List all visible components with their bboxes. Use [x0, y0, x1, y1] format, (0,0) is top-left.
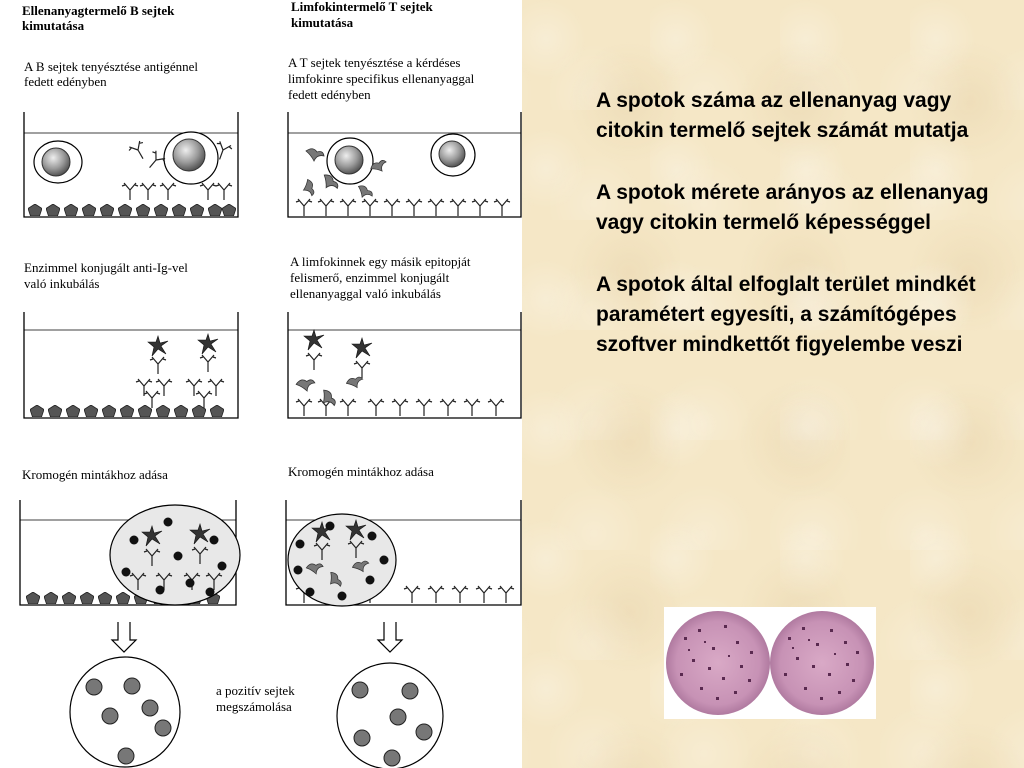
- b-cells-step1: [34, 132, 233, 200]
- result-plate-b: [70, 657, 180, 767]
- down-arrow-icon: [112, 622, 402, 652]
- col-b-step1-1: A B sejtek tenyésztése antigénnel: [24, 59, 199, 74]
- col-t-step2-2: felismerő, enzimmel konjugált: [290, 270, 450, 285]
- col-b-title-1: Ellenanyagtermelő B sejtek: [22, 3, 175, 18]
- col-b-step2-2: való inkubálás: [24, 276, 100, 291]
- bullet-spot-area: A spotok által elfoglalt terület mindkét paramétert egyesíti, a számítógépes szoftver mindkettőt figyelembe veszi: [596, 273, 976, 356]
- col-t-step1-1: A T sejtek tenyésztése a kérdéses: [288, 55, 461, 70]
- t-cells-step1: [300, 134, 475, 200]
- bullet-spot-size: A spotok mérete arányos az ellenanyag vagy citokin termelő képességgel: [596, 181, 989, 234]
- elispot-well-photo: [664, 607, 876, 719]
- col-b-step1-2: fedett edényben: [24, 74, 107, 89]
- explanation-text: [596, 86, 996, 392]
- t-enzyme-conjugates: [295, 330, 372, 409]
- col-t-step1-2: limfokinre specifikus ellenanyaggal: [288, 71, 475, 86]
- bullet-spot-count: A spotok száma az ellenanyag vagy citokin termelő sejtek számát mutatja: [596, 89, 969, 142]
- t-spot: [288, 514, 396, 606]
- col-t-step3: Kromogén mintákhoz adása: [288, 464, 434, 479]
- elispot-wells-image: [664, 607, 876, 719]
- col-t-step2-1: A limfokinnek egy másik epitopját: [290, 254, 471, 269]
- b-spot: [110, 505, 240, 605]
- col-t-title-1: Limfokintermelő T sejtek: [291, 0, 433, 14]
- capture-antibodies-t-1: [296, 199, 510, 216]
- antigen-row-b-1: [28, 204, 236, 216]
- count-label-2: megszámolása: [216, 699, 292, 714]
- col-b-step2-1: Enzimmel konjugált anti-Ig-vel: [24, 260, 188, 275]
- col-b-step3: Kromogén mintákhoz adása: [22, 467, 168, 482]
- col-b-title-2: kimutatása: [22, 18, 85, 33]
- count-label-1: a pozitív sejtek: [216, 683, 295, 698]
- col-t-step1-3: fedett edényben: [288, 87, 371, 102]
- antigen-row-b-2: [30, 405, 224, 417]
- col-t-step2-3: ellenanyaggal való inkubálás: [290, 286, 441, 301]
- result-plate-t: [337, 663, 443, 768]
- well-b-2: [24, 312, 238, 418]
- col-t-title-2: kimutatása: [291, 15, 354, 30]
- b-enzyme-conjugates: [136, 334, 224, 408]
